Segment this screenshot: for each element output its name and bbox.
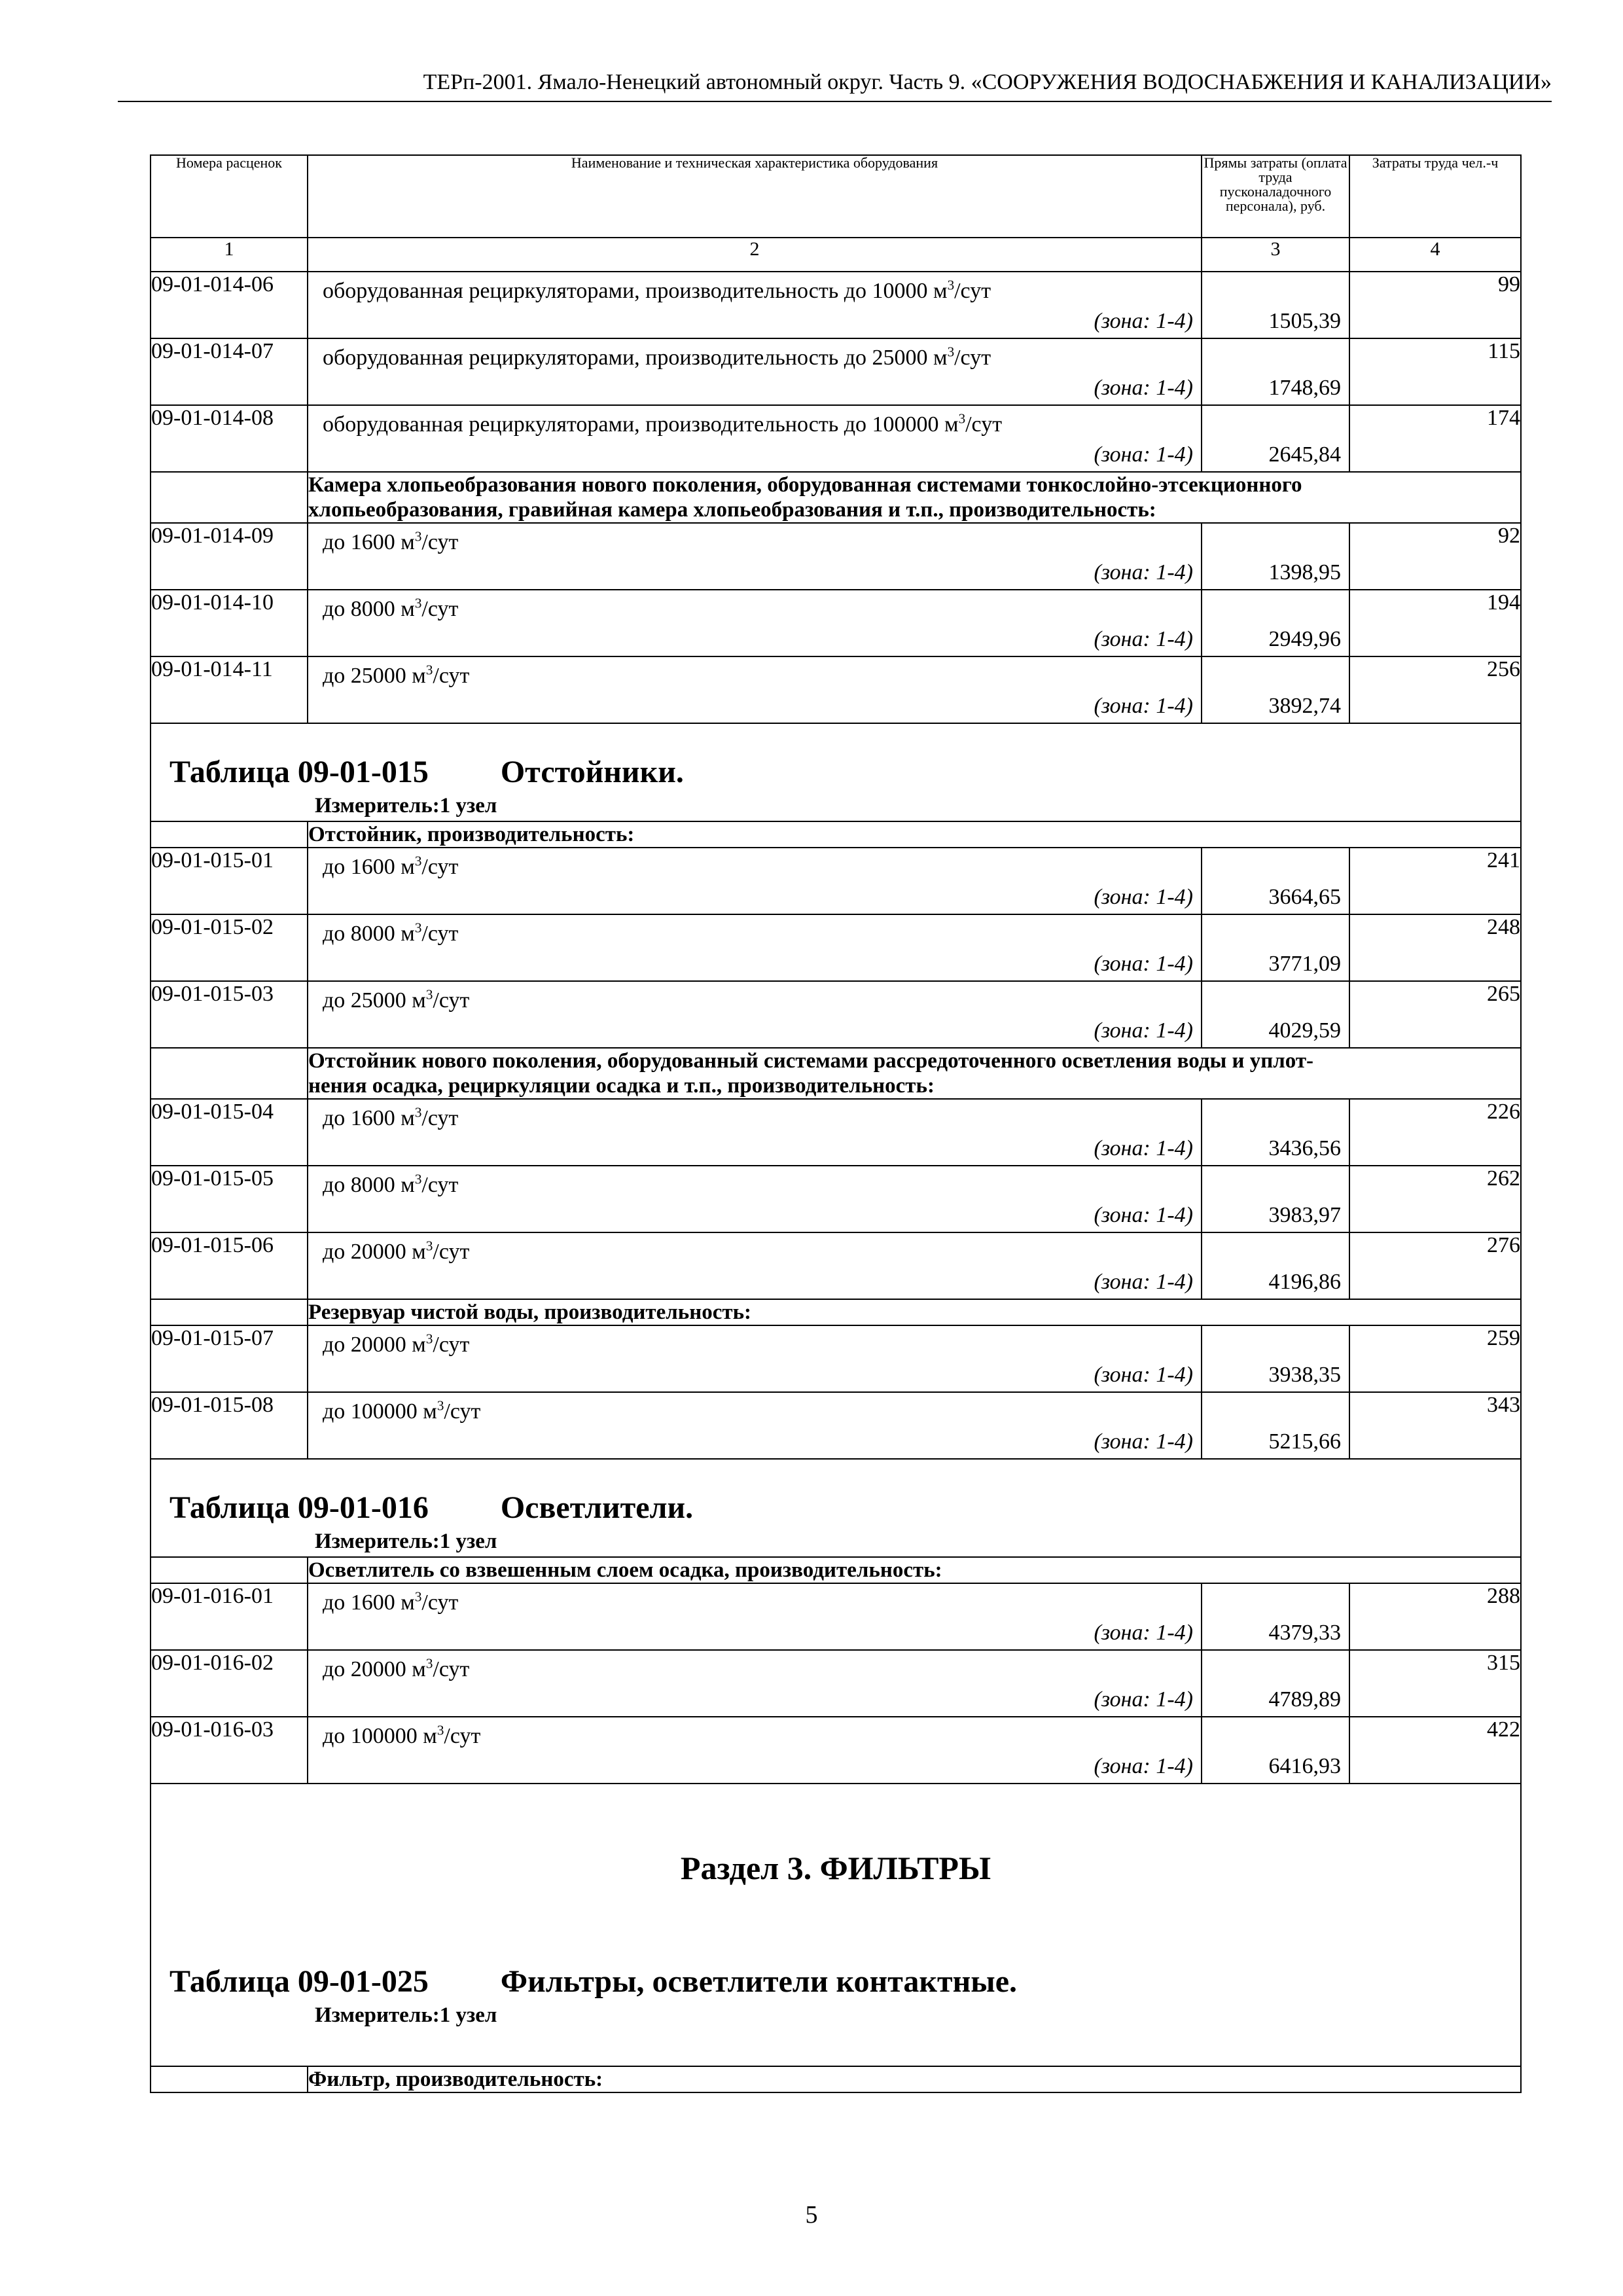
zone-note: (зона: 1-4)	[1094, 1203, 1193, 1227]
equipment-name-text: оборудованная рециркуляторами, производительность до 100000 м	[323, 412, 959, 437]
group-spacer	[151, 1557, 308, 1583]
group-heading-line: хлопьеобразования, гравийная камера хлопьеобразования и т.п., производительность:	[308, 498, 1156, 522]
rate-row	[151, 914, 1521, 981]
group-spacer	[151, 1048, 308, 1099]
unit-suffix: /сут	[954, 279, 991, 303]
direct-cost-cell	[1202, 1717, 1349, 1784]
labor-cost-value: 265	[1349, 981, 1521, 1048]
unit-exponent: 3	[414, 1588, 422, 1605]
col-number: 4	[1349, 238, 1521, 272]
unit-suffix: /сут	[433, 664, 470, 688]
column-number-row	[151, 238, 1521, 272]
rate-code: 09-01-015-07	[151, 1325, 308, 1392]
direct-cost-value: 1505,39	[1268, 309, 1341, 333]
equipment-name	[323, 988, 469, 1013]
direct-cost-cell	[1202, 1325, 1349, 1392]
direct-cost-cell	[1202, 1392, 1349, 1459]
labor-cost-value: 241	[1349, 848, 1521, 914]
equipment-name-text: до 1600 м	[323, 855, 415, 879]
labor-cost-value: 422	[1349, 1717, 1521, 1784]
table-heading-row	[151, 1459, 1521, 1557]
zone-note: (зона: 1-4)	[1094, 309, 1193, 333]
unit-suffix: /сут	[421, 855, 459, 879]
direct-cost-value: 3938,35	[1268, 1363, 1341, 1387]
labor-cost-value: 343	[1349, 1392, 1521, 1459]
rate-description	[308, 405, 1202, 472]
group-heading	[308, 1299, 1521, 1325]
group-heading-row	[151, 2066, 1521, 2092]
direct-cost-cell	[1202, 272, 1349, 338]
equipment-name-text: до 20000 м	[323, 1657, 426, 1681]
group-heading-line: Отстойник нового поколения, оборудованный системами рассредоточенного осветления воды и уплот-	[308, 1049, 1314, 1073]
group-heading-row	[151, 1557, 1521, 1583]
labor-cost-value: 99	[1349, 272, 1521, 338]
zone-note: (зона: 1-4)	[1094, 1621, 1193, 1645]
group-heading-line: Резервуар чистой воды, производительность:	[308, 1300, 752, 1324]
table-heading	[151, 723, 1521, 821]
equipment-name	[323, 279, 991, 304]
rate-description	[308, 981, 1202, 1048]
rate-row	[151, 1099, 1521, 1166]
zone-note: (зона: 1-4)	[1094, 442, 1193, 467]
labor-cost-value: 262	[1349, 1166, 1521, 1232]
table-name: Фильтры, осветлители контактные.	[500, 1964, 1018, 1999]
rate-code: 09-01-015-01	[151, 848, 308, 914]
rate-code: 09-01-015-04	[151, 1099, 308, 1166]
unit-exponent: 3	[947, 277, 955, 293]
equipment-name	[323, 597, 458, 622]
labor-cost-value: 256	[1349, 656, 1521, 723]
direct-cost-cell	[1202, 1166, 1349, 1232]
direct-cost-value: 1398,95	[1268, 560, 1341, 584]
labor-cost-value: 276	[1349, 1232, 1521, 1299]
rate-code: 09-01-016-01	[151, 1583, 308, 1650]
zone-note: (зона: 1-4)	[1094, 1018, 1193, 1043]
rate-row	[151, 1717, 1521, 1784]
section-heading-row	[151, 1784, 1521, 2066]
table-measure: Измеритель:1 узел	[315, 794, 497, 817]
rate-description	[308, 1650, 1202, 1717]
rate-code: 09-01-014-08	[151, 405, 308, 472]
equipment-name	[323, 1333, 469, 1357]
rate-code: 09-01-014-09	[151, 523, 308, 590]
direct-cost-value: 5215,66	[1268, 1429, 1341, 1454]
col-number: 3	[1202, 238, 1349, 272]
direct-cost-cell	[1202, 914, 1349, 981]
labor-cost-value: 288	[1349, 1583, 1521, 1650]
unit-exponent: 3	[437, 1397, 444, 1414]
rate-code: 09-01-014-07	[151, 338, 308, 405]
zone-note: (зона: 1-4)	[1094, 1270, 1193, 1294]
group-heading-line: Отстойник, производительность:	[308, 823, 635, 846]
rate-row	[151, 656, 1521, 723]
rate-row	[151, 338, 1521, 405]
labor-cost-value: 248	[1349, 914, 1521, 981]
unit-exponent: 3	[425, 662, 433, 678]
equipment-name-text: до 8000 м	[323, 597, 415, 621]
rate-description	[308, 1717, 1202, 1784]
labor-cost-value: 226	[1349, 1099, 1521, 1166]
table-heading	[151, 1459, 1521, 1557]
unit-exponent: 3	[425, 986, 433, 1003]
equipment-name-text: оборудованная рециркуляторами, производительность до 10000 м	[323, 279, 948, 303]
equipment-name	[323, 412, 1002, 437]
rate-row	[151, 1583, 1521, 1650]
col-header-codes: Номера расценок	[151, 155, 308, 238]
zone-note: (зона: 1-4)	[1094, 560, 1193, 584]
direct-cost-cell	[1202, 523, 1349, 590]
rate-code: 09-01-014-10	[151, 590, 308, 656]
direct-cost-value: 4789,89	[1268, 1687, 1341, 1712]
rate-code: 09-01-014-06	[151, 272, 308, 338]
equipment-name	[323, 1399, 480, 1424]
group-heading-line: нения осадка, рециркуляции осадка и т.п., производительность:	[308, 1074, 935, 1098]
unit-exponent: 3	[958, 410, 966, 427]
rate-description	[308, 1099, 1202, 1166]
direct-cost-value: 2645,84	[1268, 442, 1341, 467]
rate-row	[151, 1392, 1521, 1459]
rate-description	[308, 272, 1202, 338]
equipment-name-text: до 20000 м	[323, 1333, 426, 1357]
rate-row	[151, 981, 1521, 1048]
equipment-name	[323, 1657, 469, 1682]
rate-row	[151, 272, 1521, 338]
direct-cost-cell	[1202, 405, 1349, 472]
group-heading-row	[151, 472, 1521, 523]
direct-cost-value: 2949,96	[1268, 627, 1341, 651]
zone-note: (зона: 1-4)	[1094, 376, 1193, 400]
equipment-name	[323, 922, 458, 946]
table-title	[169, 754, 684, 791]
group-spacer	[151, 1299, 308, 1325]
unit-exponent: 3	[437, 1722, 444, 1738]
rate-row	[151, 1232, 1521, 1299]
unit-suffix: /сут	[433, 1333, 470, 1357]
unit-suffix: /сут	[954, 346, 991, 370]
direct-cost-cell	[1202, 1232, 1349, 1299]
equipment-name	[323, 1724, 480, 1749]
labor-cost-value: 259	[1349, 1325, 1521, 1392]
direct-cost-value: 3983,97	[1268, 1203, 1341, 1227]
equipment-name-text: до 8000 м	[323, 922, 415, 946]
unit-suffix: /сут	[421, 597, 459, 621]
rate-code: 09-01-015-06	[151, 1232, 308, 1299]
rate-code: 09-01-016-03	[151, 1717, 308, 1784]
equipment-name-text: до 25000 м	[323, 664, 426, 688]
direct-cost-value: 3436,56	[1268, 1136, 1341, 1160]
direct-cost-cell	[1202, 656, 1349, 723]
direct-cost-value: 3664,65	[1268, 885, 1341, 909]
direct-cost-value: 4379,33	[1268, 1621, 1341, 1645]
rate-description	[308, 656, 1202, 723]
unit-exponent: 3	[425, 1331, 433, 1347]
table-title	[169, 1490, 693, 1526]
table-measure: Измеритель:1 узел	[315, 2003, 497, 2027]
unit-suffix: /сут	[421, 1173, 459, 1197]
rate-code: 09-01-015-02	[151, 914, 308, 981]
unit-exponent: 3	[414, 853, 422, 869]
direct-cost-value: 6416,93	[1268, 1754, 1341, 1778]
group-heading-row	[151, 1048, 1521, 1099]
col-header-direct-costs: Прямы затраты (оплата труда пусконаладочного персонала), руб.	[1202, 155, 1349, 238]
section-title: Раздел 3. ФИЛЬТРЫ	[680, 1850, 991, 1886]
group-heading-line: Фильтр, производительность:	[308, 2068, 603, 2091]
col-header-labor: Затраты труда чел.-ч	[1349, 155, 1521, 238]
unit-exponent: 3	[947, 344, 955, 360]
equipment-name	[323, 664, 469, 689]
group-heading	[308, 472, 1521, 523]
group-spacer	[151, 2066, 308, 2092]
equipment-name-text: до 20000 м	[323, 1240, 426, 1264]
section-heading	[151, 1784, 1521, 2066]
labor-cost-value: 174	[1349, 405, 1521, 472]
equipment-name-text: до 1600 м	[323, 1106, 415, 1130]
unit-suffix: /сут	[421, 1590, 459, 1615]
equipment-name	[323, 1106, 458, 1131]
table-label: Таблица 09-01-025	[169, 1964, 429, 1999]
rate-code: 09-01-014-11	[151, 656, 308, 723]
rate-row	[151, 1650, 1521, 1717]
rate-row	[151, 405, 1521, 472]
rate-description	[308, 1232, 1202, 1299]
column-header-row	[151, 155, 1521, 238]
rate-row	[151, 590, 1521, 656]
equipment-name	[323, 855, 458, 880]
direct-cost-cell	[1202, 848, 1349, 914]
table-title	[169, 1964, 1017, 2000]
group-heading-row	[151, 821, 1521, 848]
rate-description	[308, 1392, 1202, 1459]
equipment-name	[323, 530, 458, 555]
rate-description	[308, 590, 1202, 656]
col-number: 2	[308, 238, 1202, 272]
page-number: 5	[805, 2201, 818, 2229]
table-label: Таблица 09-01-015	[169, 755, 429, 789]
direct-cost-cell	[1202, 1099, 1349, 1166]
col-header-name: Наименование и техническая характеристика оборудования	[308, 155, 1202, 238]
zone-note: (зона: 1-4)	[1094, 1754, 1193, 1778]
labor-cost-value: 194	[1349, 590, 1521, 656]
table-measure: Измеритель:1 узел	[315, 1530, 497, 1553]
rate-description	[308, 523, 1202, 590]
group-heading	[308, 1048, 1521, 1099]
equipment-name	[323, 346, 991, 370]
rates-table	[150, 154, 1522, 2093]
unit-suffix: /сут	[444, 1399, 481, 1424]
group-heading-line: Камера хлопьеобразования нового поколения, оборудованная системами тонкослойно-этсекционного	[308, 473, 1302, 497]
table-label: Таблица 09-01-016	[169, 1490, 429, 1525]
rate-row	[151, 1325, 1521, 1392]
rate-row	[151, 523, 1521, 590]
zone-note: (зона: 1-4)	[1094, 1363, 1193, 1387]
rate-description	[308, 914, 1202, 981]
direct-cost-cell	[1202, 1583, 1349, 1650]
direct-cost-cell	[1202, 590, 1349, 656]
zone-note: (зона: 1-4)	[1094, 885, 1193, 909]
unit-suffix: /сут	[965, 412, 1003, 437]
rate-description	[308, 848, 1202, 914]
group-heading	[308, 821, 1521, 848]
table-heading-row	[151, 723, 1521, 821]
unit-exponent: 3	[414, 1171, 422, 1187]
unit-suffix: /сут	[421, 530, 459, 554]
unit-exponent: 3	[414, 528, 422, 545]
direct-cost-value: 3771,09	[1268, 952, 1341, 976]
rate-description	[308, 338, 1202, 405]
equipment-name-text: до 8000 м	[323, 1173, 415, 1197]
table-name: Отстойники.	[500, 755, 684, 789]
group-heading	[308, 1557, 1521, 1583]
table-name: Осветлители.	[500, 1490, 694, 1525]
col-number: 1	[151, 238, 308, 272]
rate-description	[308, 1325, 1202, 1392]
rate-code: 09-01-015-03	[151, 981, 308, 1048]
rate-row	[151, 848, 1521, 914]
labor-cost-value: 315	[1349, 1650, 1521, 1717]
unit-exponent: 3	[425, 1655, 433, 1672]
direct-cost-value: 4029,59	[1268, 1018, 1341, 1043]
equipment-name	[323, 1173, 458, 1198]
unit-suffix: /сут	[433, 988, 470, 1013]
direct-cost-cell	[1202, 338, 1349, 405]
labor-cost-value: 92	[1349, 523, 1521, 590]
zone-note: (зона: 1-4)	[1094, 952, 1193, 976]
unit-suffix: /сут	[433, 1657, 470, 1681]
rate-description	[308, 1583, 1202, 1650]
zone-note: (зона: 1-4)	[1094, 627, 1193, 651]
equipment-name	[323, 1240, 469, 1265]
direct-cost-cell	[1202, 981, 1349, 1048]
equipment-name-text: до 100000 м	[323, 1724, 437, 1748]
group-heading-row	[151, 1299, 1521, 1325]
direct-cost-cell	[1202, 1650, 1349, 1717]
unit-exponent: 3	[425, 1238, 433, 1254]
equipment-name-text: до 25000 м	[323, 988, 426, 1013]
unit-suffix: /сут	[421, 922, 459, 946]
rate-code: 09-01-015-05	[151, 1166, 308, 1232]
unit-suffix: /сут	[444, 1724, 481, 1748]
equipment-name-text: оборудованная рециркуляторами, производительность до 25000 м	[323, 346, 948, 370]
zone-note: (зона: 1-4)	[1094, 1687, 1193, 1712]
zone-note: (зона: 1-4)	[1094, 1136, 1193, 1160]
direct-cost-value: 1748,69	[1268, 376, 1341, 400]
running-header: ТЕРп-2001. Ямало-Ненецкий автономный округ. Часть 9. «СООРУЖЕНИЯ ВОДОСНАБЖЕНИЯ И КАНАЛИЗАЦИИ»	[118, 69, 1552, 102]
direct-cost-value: 4196,86	[1268, 1270, 1341, 1294]
unit-exponent: 3	[414, 920, 422, 936]
group-heading	[308, 2066, 1521, 2092]
equipment-name	[323, 1590, 458, 1615]
labor-cost-value: 115	[1349, 338, 1521, 405]
unit-exponent: 3	[414, 1104, 422, 1121]
equipment-name-text: до 1600 м	[323, 530, 415, 554]
group-spacer	[151, 821, 308, 848]
equipment-name-text: до 100000 м	[323, 1399, 437, 1424]
unit-exponent: 3	[414, 595, 422, 611]
zone-note: (зона: 1-4)	[1094, 1429, 1193, 1454]
rate-row	[151, 1166, 1521, 1232]
unit-suffix: /сут	[421, 1106, 459, 1130]
group-heading-line: Осветлитель со взвешенным слоем осадка, производительность:	[308, 1558, 942, 1582]
rate-description	[308, 1166, 1202, 1232]
zone-note: (зона: 1-4)	[1094, 694, 1193, 718]
unit-suffix: /сут	[433, 1240, 470, 1264]
group-spacer	[151, 472, 308, 523]
equipment-name-text: до 1600 м	[323, 1590, 415, 1615]
direct-cost-value: 3892,74	[1268, 694, 1341, 718]
rate-code: 09-01-016-02	[151, 1650, 308, 1717]
rate-code: 09-01-015-08	[151, 1392, 308, 1459]
